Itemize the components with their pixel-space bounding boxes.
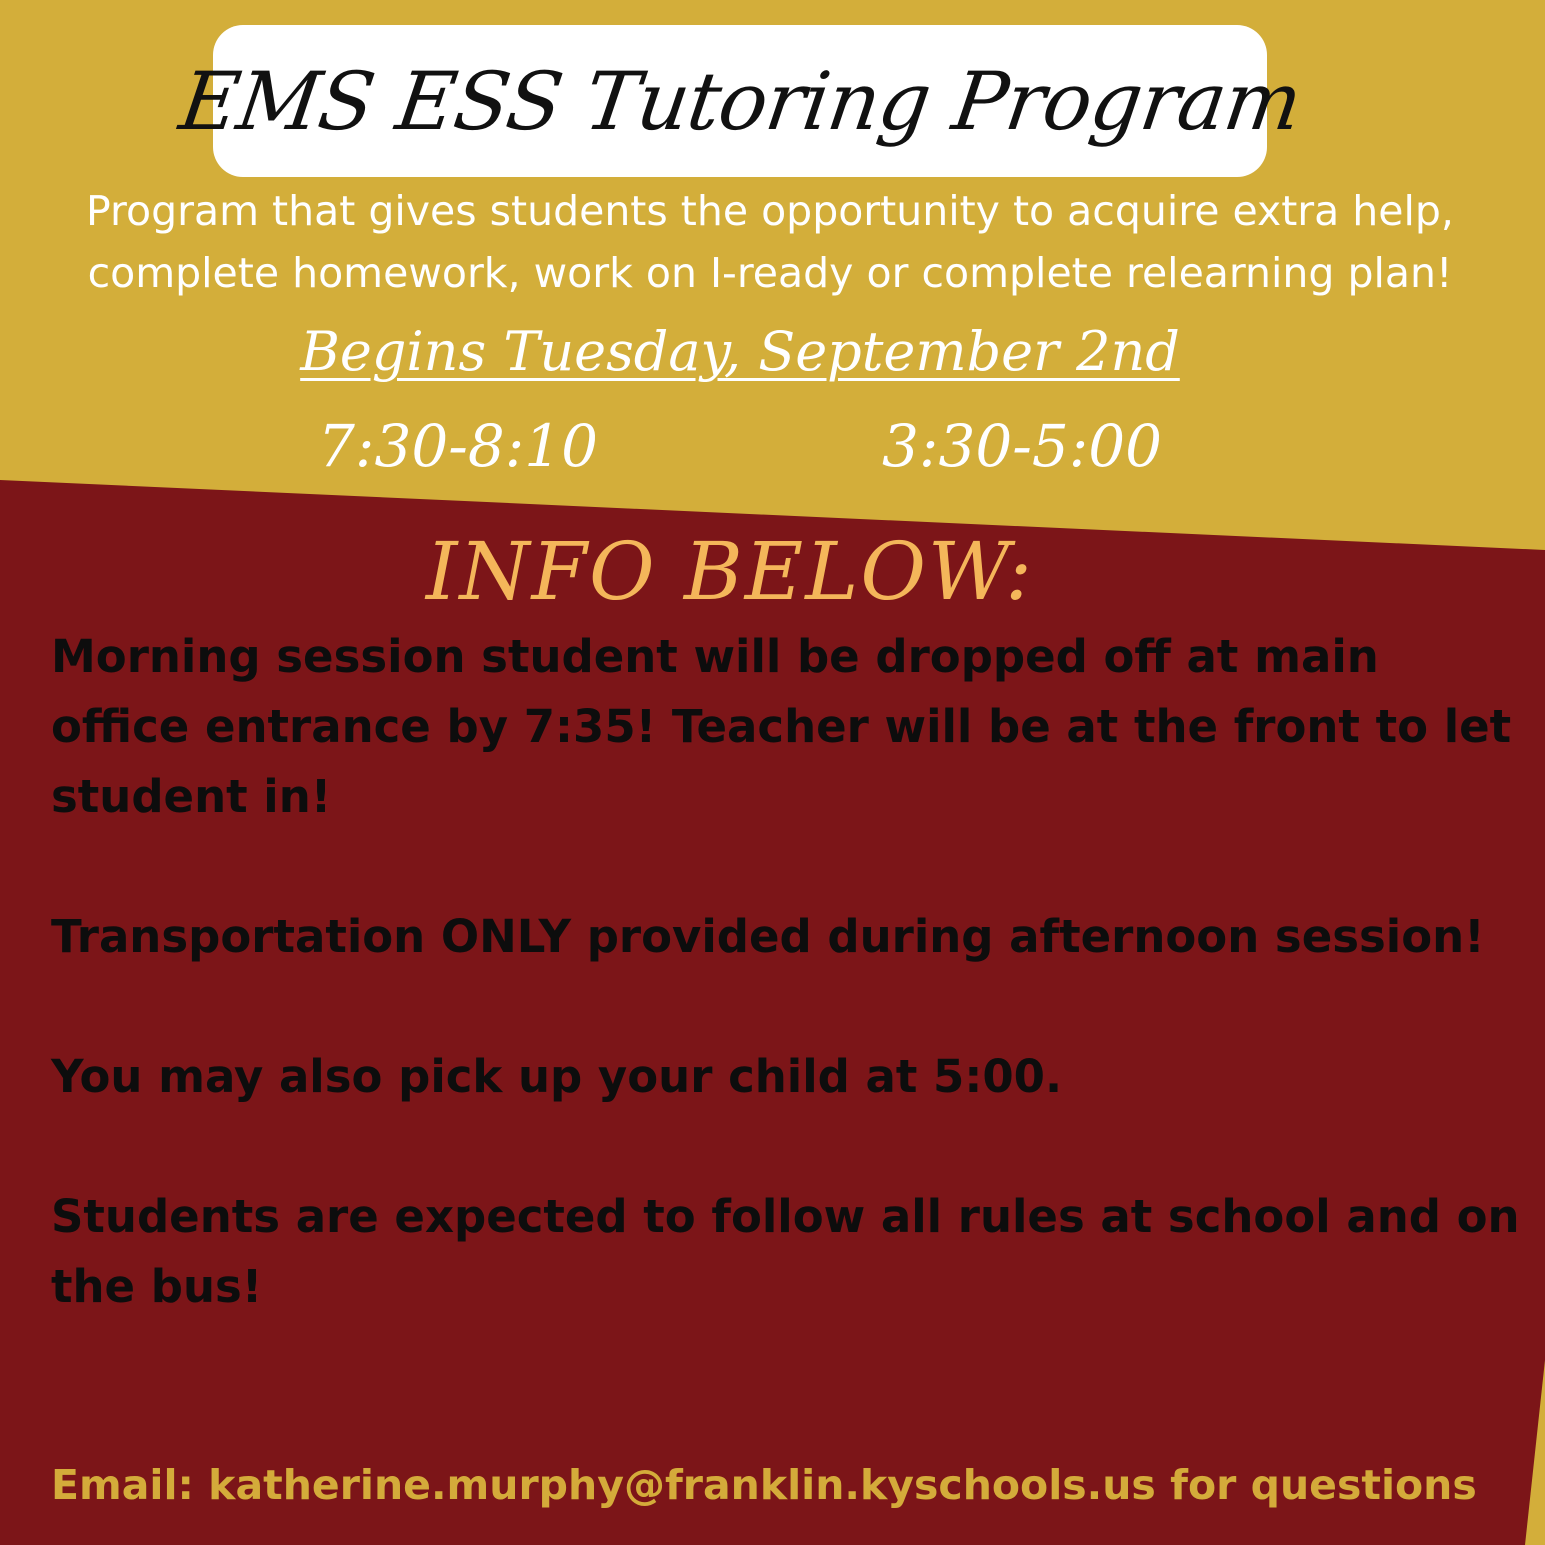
afternoon-session-time: 3:30-5:00 — [882, 412, 1163, 480]
info-paragraph-transportation: Transportation ONLY provided during afternoon session! — [51, 910, 1485, 963]
description-line-1: Program that gives students the opportunity to acquire extra help, — [86, 187, 1454, 235]
info-paragraph-morning: Morning session student will be dropped off at main office entrance by 7:35! Teacher will be at the front to let student in! — [51, 630, 1512, 823]
info-heading: INFO BELOW: — [425, 525, 1035, 618]
start-date: Begins Tuesday, September 2nd — [300, 320, 1180, 383]
contact-email: Email: katherine.murphy@franklin.kyschools.us for questions — [51, 1461, 1477, 1509]
info-paragraph-pickup: You may also pick up your child at 5:00. — [51, 1050, 1063, 1103]
info-body — [51, 622, 1521, 1322]
info-paragraph-rules: Students are expected to follow all rules at school and on the bus! — [51, 1190, 1520, 1313]
morning-session-time: 7:30-8:10 — [318, 412, 599, 480]
page-title: EMS ESS Tutoring Program — [173, 54, 1307, 148]
title-box — [173, 25, 1307, 177]
program-description — [30, 180, 1510, 304]
description-line-2: complete homework, work on I-ready or complete relearning plan! — [87, 249, 1453, 297]
